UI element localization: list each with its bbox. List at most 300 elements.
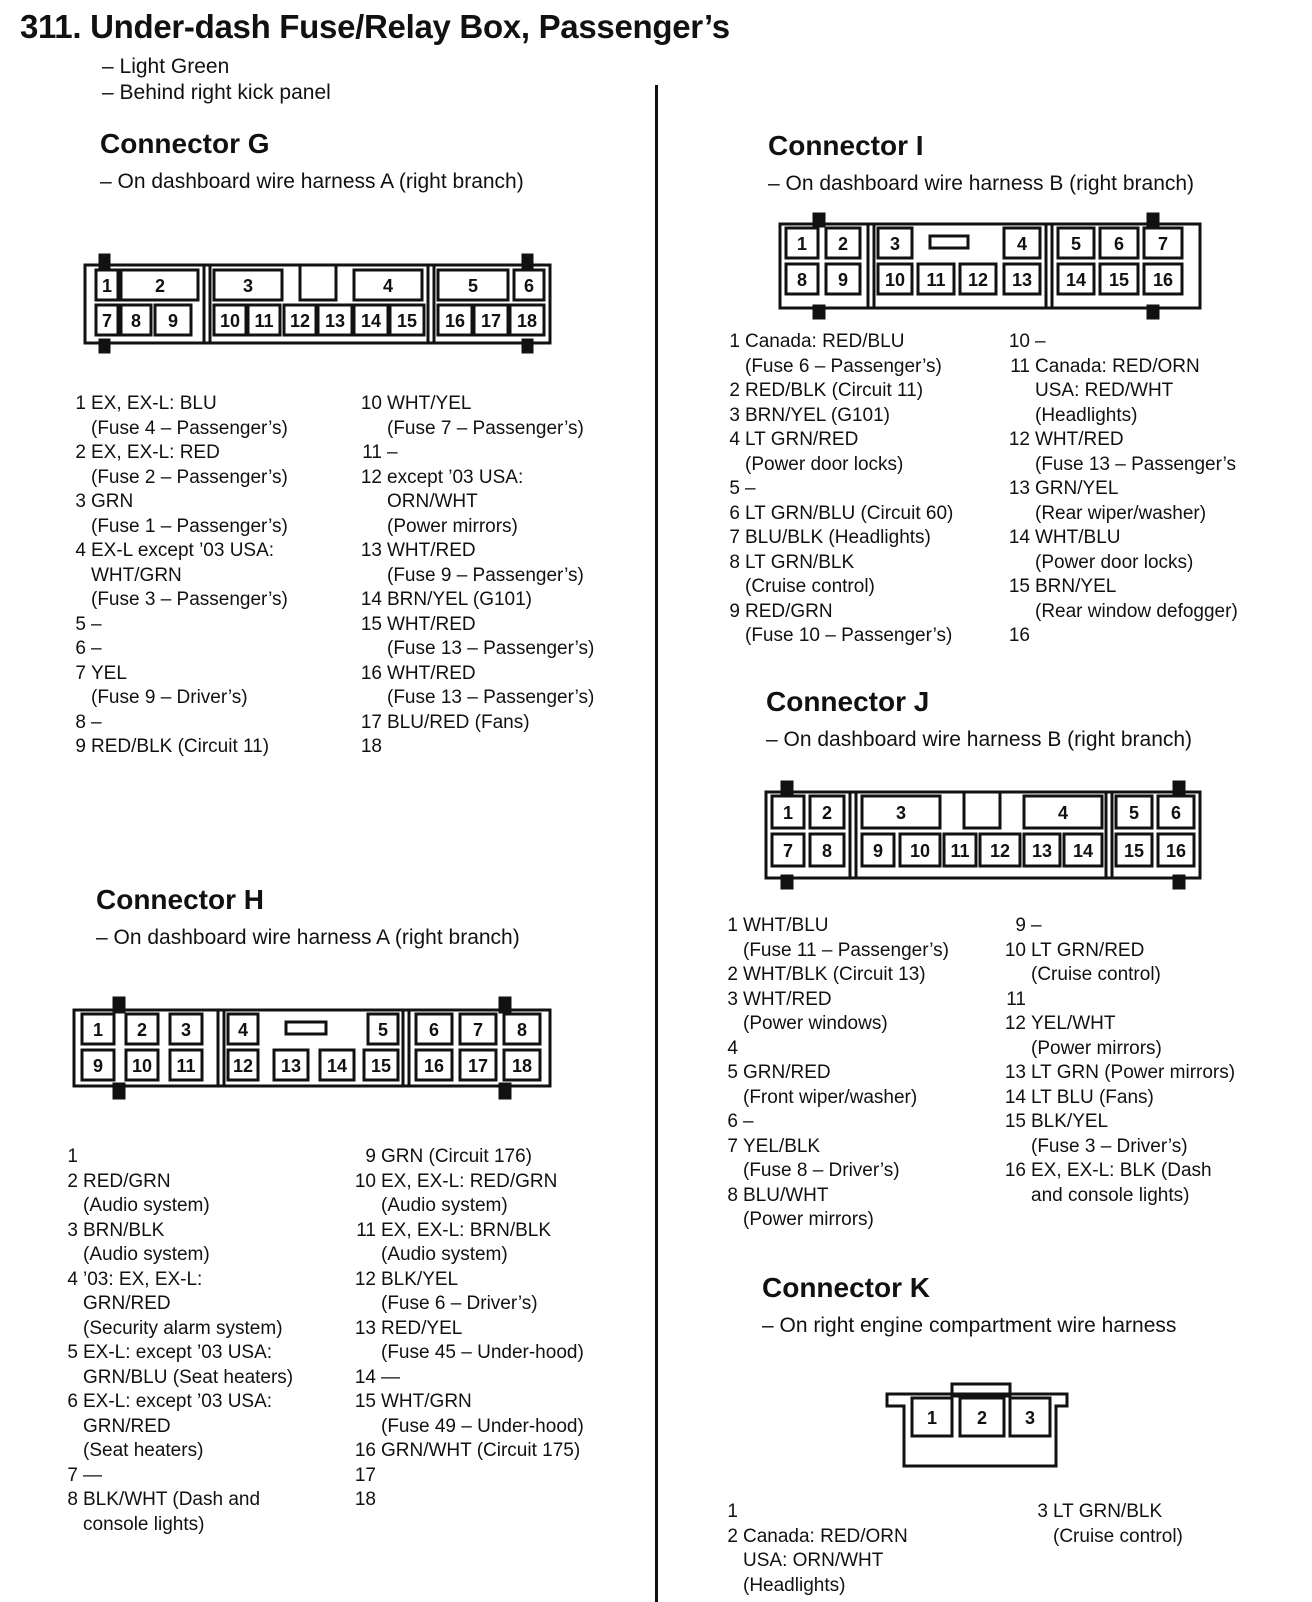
connector-k-location: – On right engine compartment wire harness [762,1314,1177,1337]
pin-number: 4 [727,1037,738,1059]
svg-text:11: 11 [950,841,970,861]
pin-row [1000,1012,1300,1061]
pin-number: 6 [727,1111,738,1132]
svg-text:12: 12 [289,311,311,331]
pin-row [1000,914,1300,939]
pin-row [52,1268,342,1342]
svg-text:1: 1 [101,276,113,296]
svg-text:1: 1 [796,234,808,254]
svg-text:5: 5 [467,276,479,296]
svg-text:11: 11 [176,1056,196,1076]
svg-text:2: 2 [976,1408,988,1428]
pin-number: 15 [360,613,382,635]
pin-row [712,1037,1002,1062]
pin-row [714,404,1004,429]
pin-desc: RED/YEL (Fuse 45 – Under-hood) [381,1317,584,1363]
svg-text:5: 5 [1070,234,1082,254]
svg-text:12: 12 [989,841,1011,861]
pin-number: 10 [360,393,382,414]
svg-text:16: 16 [1165,841,1187,861]
svg-text:18: 18 [516,311,538,331]
pin-desc: BLU/BLK (Headlights) [745,527,931,548]
svg-text:13: 13 [1011,270,1033,290]
pin-number: 3 [729,404,740,426]
svg-text:16: 16 [423,1056,445,1076]
page-title: 311. Under-dash Fuse/Relay Box, Passenger’s [20,8,730,45]
pin-desc: – [387,442,398,463]
pin-desc: GRN (Fuse 1 – Passenger’s) [91,491,288,537]
pin-number: 9 [729,600,740,622]
pin-row [356,588,646,613]
pin-row [350,1439,650,1464]
pin-desc: Canada: RED/BLU (Fuse 6 – Passenger’s) [745,331,942,377]
svg-text:16: 16 [444,311,466,331]
pin-row [60,711,340,736]
svg-text:13: 13 [1031,841,1053,861]
pin-number: 18 [360,736,382,757]
pin-row [714,330,1004,379]
pin-number: 5 [729,478,740,499]
pin-row [60,637,340,662]
pin-row [350,1464,650,1489]
pin-desc: BLK/WHT (Dash and console lights) [83,1489,261,1535]
pin-row [356,539,646,588]
svg-text:7: 7 [101,311,113,331]
pin-number: 17 [354,1464,376,1486]
pin-row [1000,988,1300,1013]
pin-desc: LT GRN/BLK (Cruise control) [745,551,875,597]
connector-h-location: – On dashboard wire harness A (right branch) [96,926,520,949]
svg-text:9: 9 [872,841,884,861]
pin-row [60,613,340,638]
pin-desc: – [1035,331,1046,352]
svg-text:7: 7 [782,841,794,861]
pin-row [350,1219,650,1268]
svg-text:12: 12 [967,270,989,290]
svg-text:10: 10 [131,1056,153,1076]
svg-text:15: 15 [396,311,418,331]
connector-h-pins-left [52,1145,342,1537]
pin-number: 12 [1008,429,1030,450]
pin-number: 17 [360,711,382,733]
svg-text:2: 2 [837,234,849,254]
svg-text:14: 14 [1065,270,1087,290]
svg-text:1: 1 [782,803,794,823]
pin-desc: – [91,711,102,733]
pin-number: 3 [75,491,86,512]
svg-text:4: 4 [1057,803,1069,823]
pin-number: 8 [75,711,86,733]
pin-row [52,1488,342,1537]
pin-number: 9 [365,1146,376,1167]
pin-number: 8 [727,1184,738,1206]
svg-text:1: 1 [92,1020,104,1040]
pin-row [60,392,340,441]
pin-desc: LT GRN (Power mirrors) [1031,1062,1236,1083]
pin-row [712,963,1002,988]
svg-text:13: 13 [280,1056,302,1076]
pin-number: 8 [67,1489,78,1510]
pin-row [350,1170,650,1219]
pin-desc: EX-L: except ’03 USA: GRN/BLU (Seat heaters) [83,1342,294,1388]
pin-row [1000,1086,1300,1111]
svg-text:11: 11 [254,311,274,331]
pin-desc: BRN/BLK (Audio system) [83,1219,210,1265]
pin-desc: BLU/RED (Fans) [387,711,530,733]
connector-h-title: Connector H [96,884,264,915]
svg-text:4: 4 [1016,234,1028,254]
pin-number: 12 [360,466,382,488]
pin-row [350,1488,650,1513]
pin-number: 11 [1010,355,1030,377]
pin-number: 15 [1008,576,1030,597]
pin-desc: ’03: EX, EX-L: GRN/RED (Security alarm system) [83,1268,283,1339]
connector-h-diagram [70,994,562,1102]
pin-desc: WHT/RED (Fuse 13 – Passenger’s [1035,429,1237,475]
pin-number: 4 [67,1268,78,1290]
pin-number: 13 [1004,1062,1026,1083]
connector-j-pins-left [712,914,1002,1233]
svg-text:8: 8 [130,311,142,331]
pin-row [714,428,1004,477]
pin-row [1004,355,1304,429]
pin-number: 2 [727,1525,738,1547]
pin-desc: BLU/WHT (Power mirrors) [743,1184,874,1230]
pin-row [1004,428,1304,477]
pin-number: 12 [354,1268,376,1290]
connector-j-location: – On dashboard wire harness B (right branch) [766,728,1193,751]
svg-text:10: 10 [909,841,931,861]
pin-desc: WHT/BLU (Fuse 11 – Passenger’s) [743,915,949,961]
pin-desc: WHT/BLK (Circuit 13) [743,964,926,985]
pin-row [350,1390,650,1439]
svg-text:6: 6 [1113,234,1125,254]
pin-desc: GRN (Circuit 176) [381,1146,532,1167]
pin-desc: WHT/YEL (Fuse 7 – Passenger’s) [387,393,584,439]
pin-desc: – [1031,915,1042,936]
pin-number: 7 [75,662,86,684]
svg-text:9: 9 [167,311,179,331]
pin-row [712,988,1002,1037]
pin-number: 16 [1004,1160,1026,1181]
svg-text:6: 6 [1170,803,1182,823]
pin-desc: EX, EX-L: BLU (Fuse 4 – Passenger’s) [91,393,288,439]
pin-number: 13 [1008,478,1030,499]
pin-row [714,477,1004,502]
pin-row [52,1219,342,1268]
pin-row [1000,1110,1300,1159]
svg-text:16: 16 [1152,270,1174,290]
pin-row [712,1525,1002,1599]
pin-row [356,662,646,711]
pin-number: 16 [360,662,382,684]
pin-number: 1 [75,393,86,414]
pin-row [1000,1159,1300,1208]
svg-text:3: 3 [242,276,254,296]
connector-k-pins-right [1022,1500,1282,1549]
svg-text:8: 8 [796,270,808,290]
svg-text:5: 5 [377,1020,389,1040]
pin-row [356,735,646,760]
pin-number: 14 [1004,1086,1026,1108]
connector-i-diagram [776,210,1206,322]
pin-row [712,1184,1002,1233]
pin-number: 3 [67,1219,78,1241]
pin-number: 10 [1004,939,1026,961]
pin-desc: BRN/YEL (Rear window defogger) [1035,576,1238,622]
pin-row [52,1390,342,1464]
svg-text:2: 2 [136,1020,148,1040]
pin-number: 2 [75,442,86,463]
pin-number: 2 [727,964,738,985]
pin-number: 11 [356,1219,376,1241]
pin-row [1004,624,1304,649]
pin-number: 18 [354,1489,376,1510]
pin-number: 15 [354,1391,376,1412]
connector-i-pins-left [714,330,1004,649]
pin-number: 9 [1015,915,1026,936]
pin-desc: RED/GRN (Fuse 10 – Passenger’s) [745,600,953,646]
pin-number: 7 [729,527,740,548]
pin-desc: BRN/YEL (G101) [387,589,533,610]
pin-row [356,613,646,662]
svg-text:8: 8 [821,841,833,861]
pin-desc: GRN/YEL (Rear wiper/washer) [1035,478,1207,524]
pin-desc: WHT/RED (Fuse 13 – Passenger’s) [387,613,595,659]
pin-number: 2 [729,380,740,401]
pin-number: 16 [354,1440,376,1461]
svg-text:6: 6 [428,1020,440,1040]
pin-desc: EX-L except ’03 USA: WHT/GRN (Fuse 3 – Passenger’s) [91,540,288,610]
pin-desc: EX, EX-L: BRN/BLK (Audio system) [381,1219,552,1265]
pin-number: 14 [360,589,382,610]
pin-desc: EX, EX-L: RED/GRN (Audio system) [381,1170,558,1216]
pin-desc: WHT/GRN (Fuse 49 – Under-hood) [381,1391,584,1437]
pin-number: 10 [1008,331,1030,352]
svg-text:3: 3 [895,803,907,823]
pin-desc: WHT/RED (Power windows) [743,988,888,1034]
pin-number: 3 [727,988,738,1010]
svg-text:14: 14 [326,1056,348,1076]
pin-row [1022,1500,1282,1549]
svg-text:11: 11 [926,270,946,290]
pin-row [1000,1061,1300,1086]
pin-row [712,1061,1002,1110]
pin-row [714,551,1004,600]
svg-text:17: 17 [467,1056,489,1076]
svg-text:3: 3 [889,234,901,254]
pin-number: 3 [1037,1501,1048,1522]
pin-number: 2 [67,1170,78,1192]
svg-text:2: 2 [821,803,833,823]
pin-row [714,526,1004,551]
pin-number: 13 [360,540,382,561]
pin-desc: YEL (Fuse 9 – Driver’s) [91,662,248,708]
pin-row [1000,939,1300,988]
svg-text:4: 4 [382,276,394,296]
pin-row [356,441,646,466]
svg-text:10: 10 [219,311,241,331]
connector-k-title: Connector K [762,1272,930,1303]
pin-number: 4 [75,540,86,561]
pin-desc: – [745,478,756,499]
pin-row [1004,330,1304,355]
pin-number: 7 [727,1135,738,1157]
subtitle-color: – Light Green [102,55,230,78]
pin-row [350,1317,650,1366]
pin-desc: EX, EX-L: RED (Fuse 2 – Passenger’s) [91,442,288,488]
svg-text:14: 14 [1072,841,1094,861]
svg-text:5: 5 [1128,803,1140,823]
svg-text:6: 6 [523,276,535,296]
pin-row [1004,526,1304,575]
subtitle-location: – Behind right kick panel [102,81,331,104]
pin-desc: – [91,638,102,659]
pin-desc: BLK/YEL (Fuse 6 – Driver’s) [381,1268,538,1314]
pin-row [60,539,340,613]
pin-row [60,490,340,539]
pin-number: 6 [75,638,86,659]
pin-row [52,1464,342,1489]
pin-desc: WHT/RED (Fuse 13 – Passenger’s) [387,662,595,708]
pin-number: 7 [67,1464,78,1486]
pin-desc: Canada: RED/ORN USA: ORN/WHT (Headlights) [743,1525,908,1596]
svg-text:3: 3 [1024,1408,1036,1428]
connector-k-diagram [884,1380,1084,1470]
pin-row [712,1135,1002,1184]
pin-number: 15 [1004,1111,1026,1132]
pin-row [714,600,1004,649]
pin-desc: — [83,1464,102,1486]
svg-text:15: 15 [1123,841,1145,861]
svg-text:2: 2 [154,276,166,296]
pin-row [712,1500,1002,1525]
pin-desc: BRN/YEL (G101) [745,404,891,426]
svg-text:4: 4 [237,1020,249,1040]
pin-number: 9 [75,736,86,757]
pin-desc: — [381,1366,400,1388]
connector-k-pins-left [712,1500,1002,1598]
pin-row [60,735,340,760]
pin-number: 11 [1006,988,1026,1010]
pin-row [52,1341,342,1390]
column-divider [655,85,658,1602]
svg-text:15: 15 [1108,270,1130,290]
pin-row [712,1110,1002,1135]
pin-desc: BLK/YEL (Fuse 3 – Driver’s) [1031,1111,1188,1157]
svg-text:17: 17 [480,311,502,331]
pin-desc: RED/BLK (Circuit 11) [91,736,270,757]
pin-row [714,379,1004,404]
connector-g-pins-left [60,392,340,760]
pin-desc: EX-L: except ’03 USA: GRN/RED (Seat heaters) [83,1391,273,1461]
pin-number: 12 [1004,1013,1026,1034]
pin-number: 11 [362,442,382,463]
pin-row [1004,477,1304,526]
svg-text:9: 9 [837,270,849,290]
pin-number: 5 [727,1062,738,1083]
pin-number: 8 [729,551,740,573]
pin-row [52,1170,342,1219]
pin-number: 4 [729,429,740,450]
connector-j-diagram [762,780,1212,892]
svg-text:8: 8 [516,1020,528,1040]
svg-text:14: 14 [360,311,382,331]
pin-row [714,502,1004,527]
pin-row [350,1366,650,1391]
pin-desc: WHT/RED (Fuse 9 – Passenger’s) [387,540,584,586]
connector-g-title: Connector G [100,128,270,159]
pin-number: 6 [729,502,740,524]
pin-desc: WHT/BLU (Power door locks) [1035,527,1194,573]
pin-row [356,392,646,441]
pin-row [1004,575,1304,624]
pin-row [350,1145,650,1170]
pin-number: 1 [727,1501,738,1522]
pin-row [356,466,646,540]
svg-text:12: 12 [232,1056,254,1076]
connector-j-pins-right [1000,914,1300,1208]
pin-number: 5 [75,613,86,635]
svg-text:13: 13 [324,311,346,331]
connector-i-pins-right [1004,330,1304,649]
connector-g-diagram [80,250,560,356]
pin-number: 1 [67,1146,78,1167]
connector-g-location: – On dashboard wire harness A (right branch) [100,170,524,193]
pin-number: 1 [729,331,740,352]
pin-desc: EX, EX-L: BLK (Dash and console lights) [1031,1160,1212,1206]
pin-desc: YEL/WHT (Power mirrors) [1031,1013,1162,1059]
pin-desc: LT GRN/BLK (Cruise control) [1053,1501,1183,1547]
pin-desc: except ’03 USA: ORN/WHT (Power mirrors) [387,466,524,537]
svg-text:7: 7 [472,1020,484,1040]
pin-desc: LT GRN/RED (Power door locks) [745,429,904,475]
pin-desc: – [91,613,102,635]
pin-desc: GRN/RED (Front wiper/washer) [743,1062,918,1108]
svg-text:3: 3 [180,1020,192,1040]
connector-j-title: Connector J [766,686,930,717]
pin-row [350,1268,650,1317]
svg-text:18: 18 [511,1056,533,1076]
pin-row [60,441,340,490]
svg-text:10: 10 [884,270,906,290]
connector-i-title: Connector I [768,130,924,161]
pin-number: 14 [354,1366,376,1388]
pin-desc: LT GRN/RED (Cruise control) [1031,939,1161,985]
pin-desc: YEL/BLK (Fuse 8 – Driver’s) [743,1135,900,1181]
connector-h-pins-right [350,1145,650,1513]
pin-desc: GRN/WHT (Circuit 175) [381,1440,581,1461]
pin-desc: RED/GRN (Audio system) [83,1170,210,1216]
pin-number: 6 [67,1391,78,1412]
connector-i-location: – On dashboard wire harness B (right branch) [768,172,1195,195]
pin-number: 1 [727,915,738,936]
svg-text:15: 15 [370,1056,392,1076]
pin-number: 16 [1008,625,1030,646]
svg-text:9: 9 [92,1056,104,1076]
pin-desc: LT BLU (Fans) [1031,1086,1154,1108]
pin-number: 13 [354,1317,376,1339]
svg-text:1: 1 [926,1408,938,1428]
pin-number: 5 [67,1342,78,1363]
pin-desc: RED/BLK (Circuit 11) [745,380,924,401]
pin-row [60,662,340,711]
pin-desc: Canada: RED/ORN USA: RED/WHT (Headlights) [1035,355,1200,426]
connector-g-pins-right [356,392,646,760]
pin-desc: LT GRN/BLU (Circuit 60) [745,502,954,524]
pin-number: 14 [1008,527,1030,548]
pin-row [52,1145,342,1170]
